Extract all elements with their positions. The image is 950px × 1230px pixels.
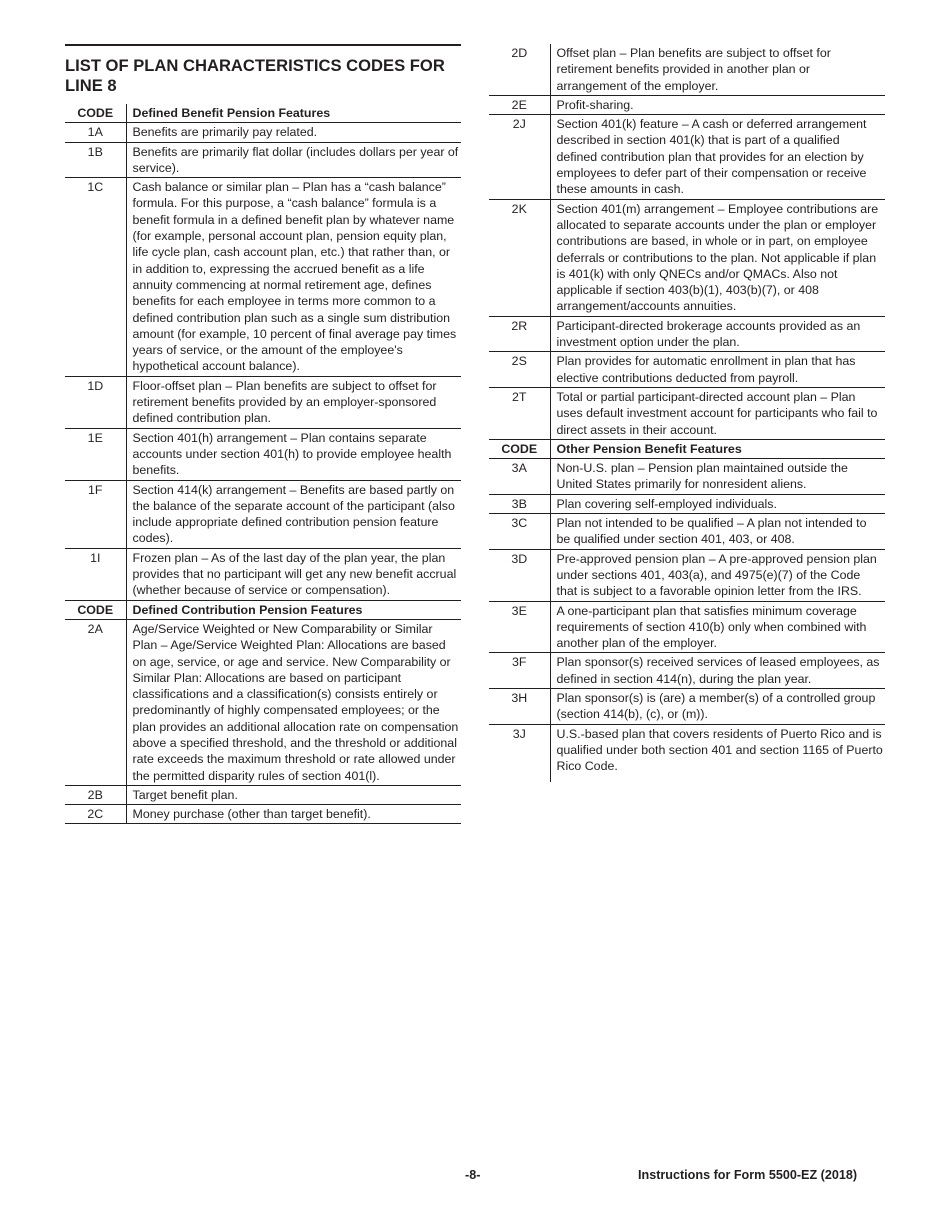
description-cell: Benefits are primarily flat dollar (includes dollars per year of service). <box>126 142 461 178</box>
code-cell: 2J <box>489 115 550 199</box>
description-cell: Non-U.S. plan – Pension plan maintained outside the United States primarily for nonresident aliens. <box>550 459 885 495</box>
table-row <box>489 352 885 388</box>
description-cell: Total or partial participant-directed account plan – Plan uses default investment account for participants who fail to direct assets in their account. <box>550 387 885 439</box>
description-cell: Plan sponsor(s) received services of leased employees, as defined in section 414(n), during the plan year. <box>550 653 885 689</box>
code-cell: 1I <box>65 548 126 600</box>
table-row <box>65 428 461 480</box>
code-cell: 1F <box>65 480 126 548</box>
table-row <box>65 178 461 377</box>
code-cell: 1A <box>65 123 126 142</box>
table-row <box>65 548 461 600</box>
table-row <box>65 619 461 785</box>
table-row <box>489 601 885 653</box>
table-row <box>489 688 885 724</box>
description-cell: Plan provides for automatic enrollment in plan that has elective contributions deducted from payroll. <box>550 352 885 388</box>
code-cell: 2A <box>65 619 126 785</box>
table-row <box>489 387 885 439</box>
description-cell: Cash balance or similar plan – Plan has a “cash balance” formula. For this purpose, a “cash balance” formula is a benefit formula in a defined benefit plan by whatever name (for example, personal account plan, pension equity plan, life cycle plan, cash account plan, etc.) that rather than, or in addition to, expressing the accrued benefit as a life annuity commencing at normal retirement age, defines benefits for each employee in terms more common to a defined contribution plan such as a single sum distribution amount (for example, 10 percent of final average pay times years of service, or the amount of the employee's hypothetical account balance). <box>126 178 461 377</box>
code-cell: 3B <box>489 494 550 513</box>
table-row <box>489 494 885 513</box>
footer-form-title: Instructions for Form 5500-EZ (2018) <box>638 1168 858 1182</box>
code-cell: 1D <box>65 376 126 428</box>
description-cell: Money purchase (other than target benefit). <box>126 805 461 824</box>
section-header-defined-contribution <box>65 600 461 619</box>
description-cell: Floor-offset plan – Plan benefits are subject to offset for retirement benefits provided by an employer-sponsored defined contribution plan. <box>126 376 461 428</box>
description-cell: Plan not intended to be qualified – A plan not intended to be qualified under section 401, 403, or 408. <box>550 514 885 550</box>
description-cell: Benefits are primarily pay related. <box>126 123 461 142</box>
code-cell: 2K <box>489 199 550 316</box>
code-cell: 2D <box>489 44 550 95</box>
table-row <box>489 316 885 352</box>
table-row <box>489 199 885 316</box>
page-title: LIST OF PLAN CHARACTERISTICS CODES FOR LINE 8 <box>65 56 445 95</box>
table-row <box>489 44 885 95</box>
description-cell: Pre-approved pension plan – A pre-approved pension plan under sections 401, 403(a), and 4975(e)(7) of the Code that is subject to a favorable opinion letter from the IRS. <box>550 549 885 601</box>
code-cell: 2E <box>489 95 550 114</box>
code-cell: 3D <box>489 549 550 601</box>
description-cell: Section 401(k) feature – A cash or deferred arrangement described in section 401(k) that is part of a qualified defined contribution plan that provides for an election by employees to defer part of their compensation or receive these amounts in cash. <box>550 115 885 199</box>
description-cell: U.S.-based plan that covers residents of Puerto Rico and is qualified under both section 401 and section 1165 of Puerto Rico Code. <box>556 726 883 774</box>
table-row <box>65 480 461 548</box>
code-cell: 3A <box>489 459 550 495</box>
code-column-header: CODE <box>489 439 550 458</box>
table-row <box>489 459 885 495</box>
right-column <box>489 44 885 782</box>
codes-table-right <box>489 44 885 782</box>
code-cell: 3J <box>489 724 550 782</box>
page-number: -8- <box>465 1168 481 1182</box>
section-heading: Defined Benefit Pension Features <box>126 104 461 123</box>
codes-table-left <box>65 104 461 824</box>
section-heading: Defined Contribution Pension Features <box>126 600 461 619</box>
description-cell: Section 414(k) arrangement – Benefits are based partly on the balance of the separate account of the participant (also include appropriate defined contribution pension feature codes). <box>126 480 461 548</box>
code-cell: 3F <box>489 653 550 689</box>
description-cell: Target benefit plan. <box>126 785 461 804</box>
description-cell: Frozen plan – As of the last day of the plan year, the plan provides that no participant will get any new benefit accrual (whether because of service or compensation). <box>126 548 461 600</box>
table-row <box>65 142 461 178</box>
section-header-defined-benefit <box>65 104 461 123</box>
table-row <box>65 376 461 428</box>
code-cell: 1B <box>65 142 126 178</box>
description-cell: Offset plan – Plan benefits are subject to offset for retirement benefits provided in another plan or arrangement of the employer. <box>550 44 885 95</box>
code-column-header: CODE <box>65 104 126 123</box>
description-cell: Plan sponsor(s) is (are) a member(s) of a controlled group (section 414(b), (c), or (m)). <box>550 688 885 724</box>
description-cell: Profit-sharing. <box>550 95 885 114</box>
table-row <box>65 123 461 142</box>
description-cell: A one-participant plan that satisfies minimum coverage requirements of section 410(b) only when combined with another plan of the employer. <box>550 601 885 653</box>
table-row <box>489 115 885 199</box>
section-heading: Other Pension Benefit Features <box>550 439 885 458</box>
code-cell: 3C <box>489 514 550 550</box>
table-row <box>489 95 885 114</box>
code-cell: 2C <box>65 805 126 824</box>
left-column <box>65 44 461 824</box>
description-cell: Section 401(h) arrangement – Plan contains separate accounts under section 401(h) to provide employee health benefits. <box>126 428 461 480</box>
table-row <box>489 653 885 689</box>
description-cell: Participant-directed brokerage accounts provided as an investment option under the plan. <box>550 316 885 352</box>
code-column-header: CODE <box>65 600 126 619</box>
table-row <box>65 805 461 824</box>
description-cell: Age/Service Weighted or New Comparability or Similar Plan – Age/Service Weighted Plan: Allocations are based on age, service, or age and service. New Comparability or Similar Plan: Allocations are based on participant classifications and a classification(s) consists entirely or predominantly of highly compensated employees; or the plan provides an additional allocation rate on compensation above a specified threshold, and the threshold or additional rate exceeds the maximum threshold or rate allowed under the permitted disparity rules of section 401(l). <box>126 619 461 785</box>
code-cell: 2S <box>489 352 550 388</box>
table-row <box>489 514 885 550</box>
description-cell: Section 401(m) arrangement – Employee contributions are allocated to separate accounts under the plan or employer contributions are based, in whole or in part, on employee deferrals or contributions to the plan. Not applicable if plan is 401(k) with only QNECs and/or QMACs. Also not applicable if section 403(b)(1), 403(b)(7), or 408 arrangement/accounts annuities. <box>550 199 885 316</box>
code-cell: 2B <box>65 785 126 804</box>
code-cell: 2T <box>489 387 550 439</box>
table-row <box>65 785 461 804</box>
table-row <box>489 549 885 601</box>
table-row <box>489 724 885 782</box>
code-cell: 3E <box>489 601 550 653</box>
description-cell: Plan covering self-employed individuals. <box>550 494 885 513</box>
code-cell: 1C <box>65 178 126 377</box>
section-header-other-pension <box>489 439 885 458</box>
code-cell: 2R <box>489 316 550 352</box>
code-cell: 3H <box>489 688 550 724</box>
code-cell: 1E <box>65 428 126 480</box>
